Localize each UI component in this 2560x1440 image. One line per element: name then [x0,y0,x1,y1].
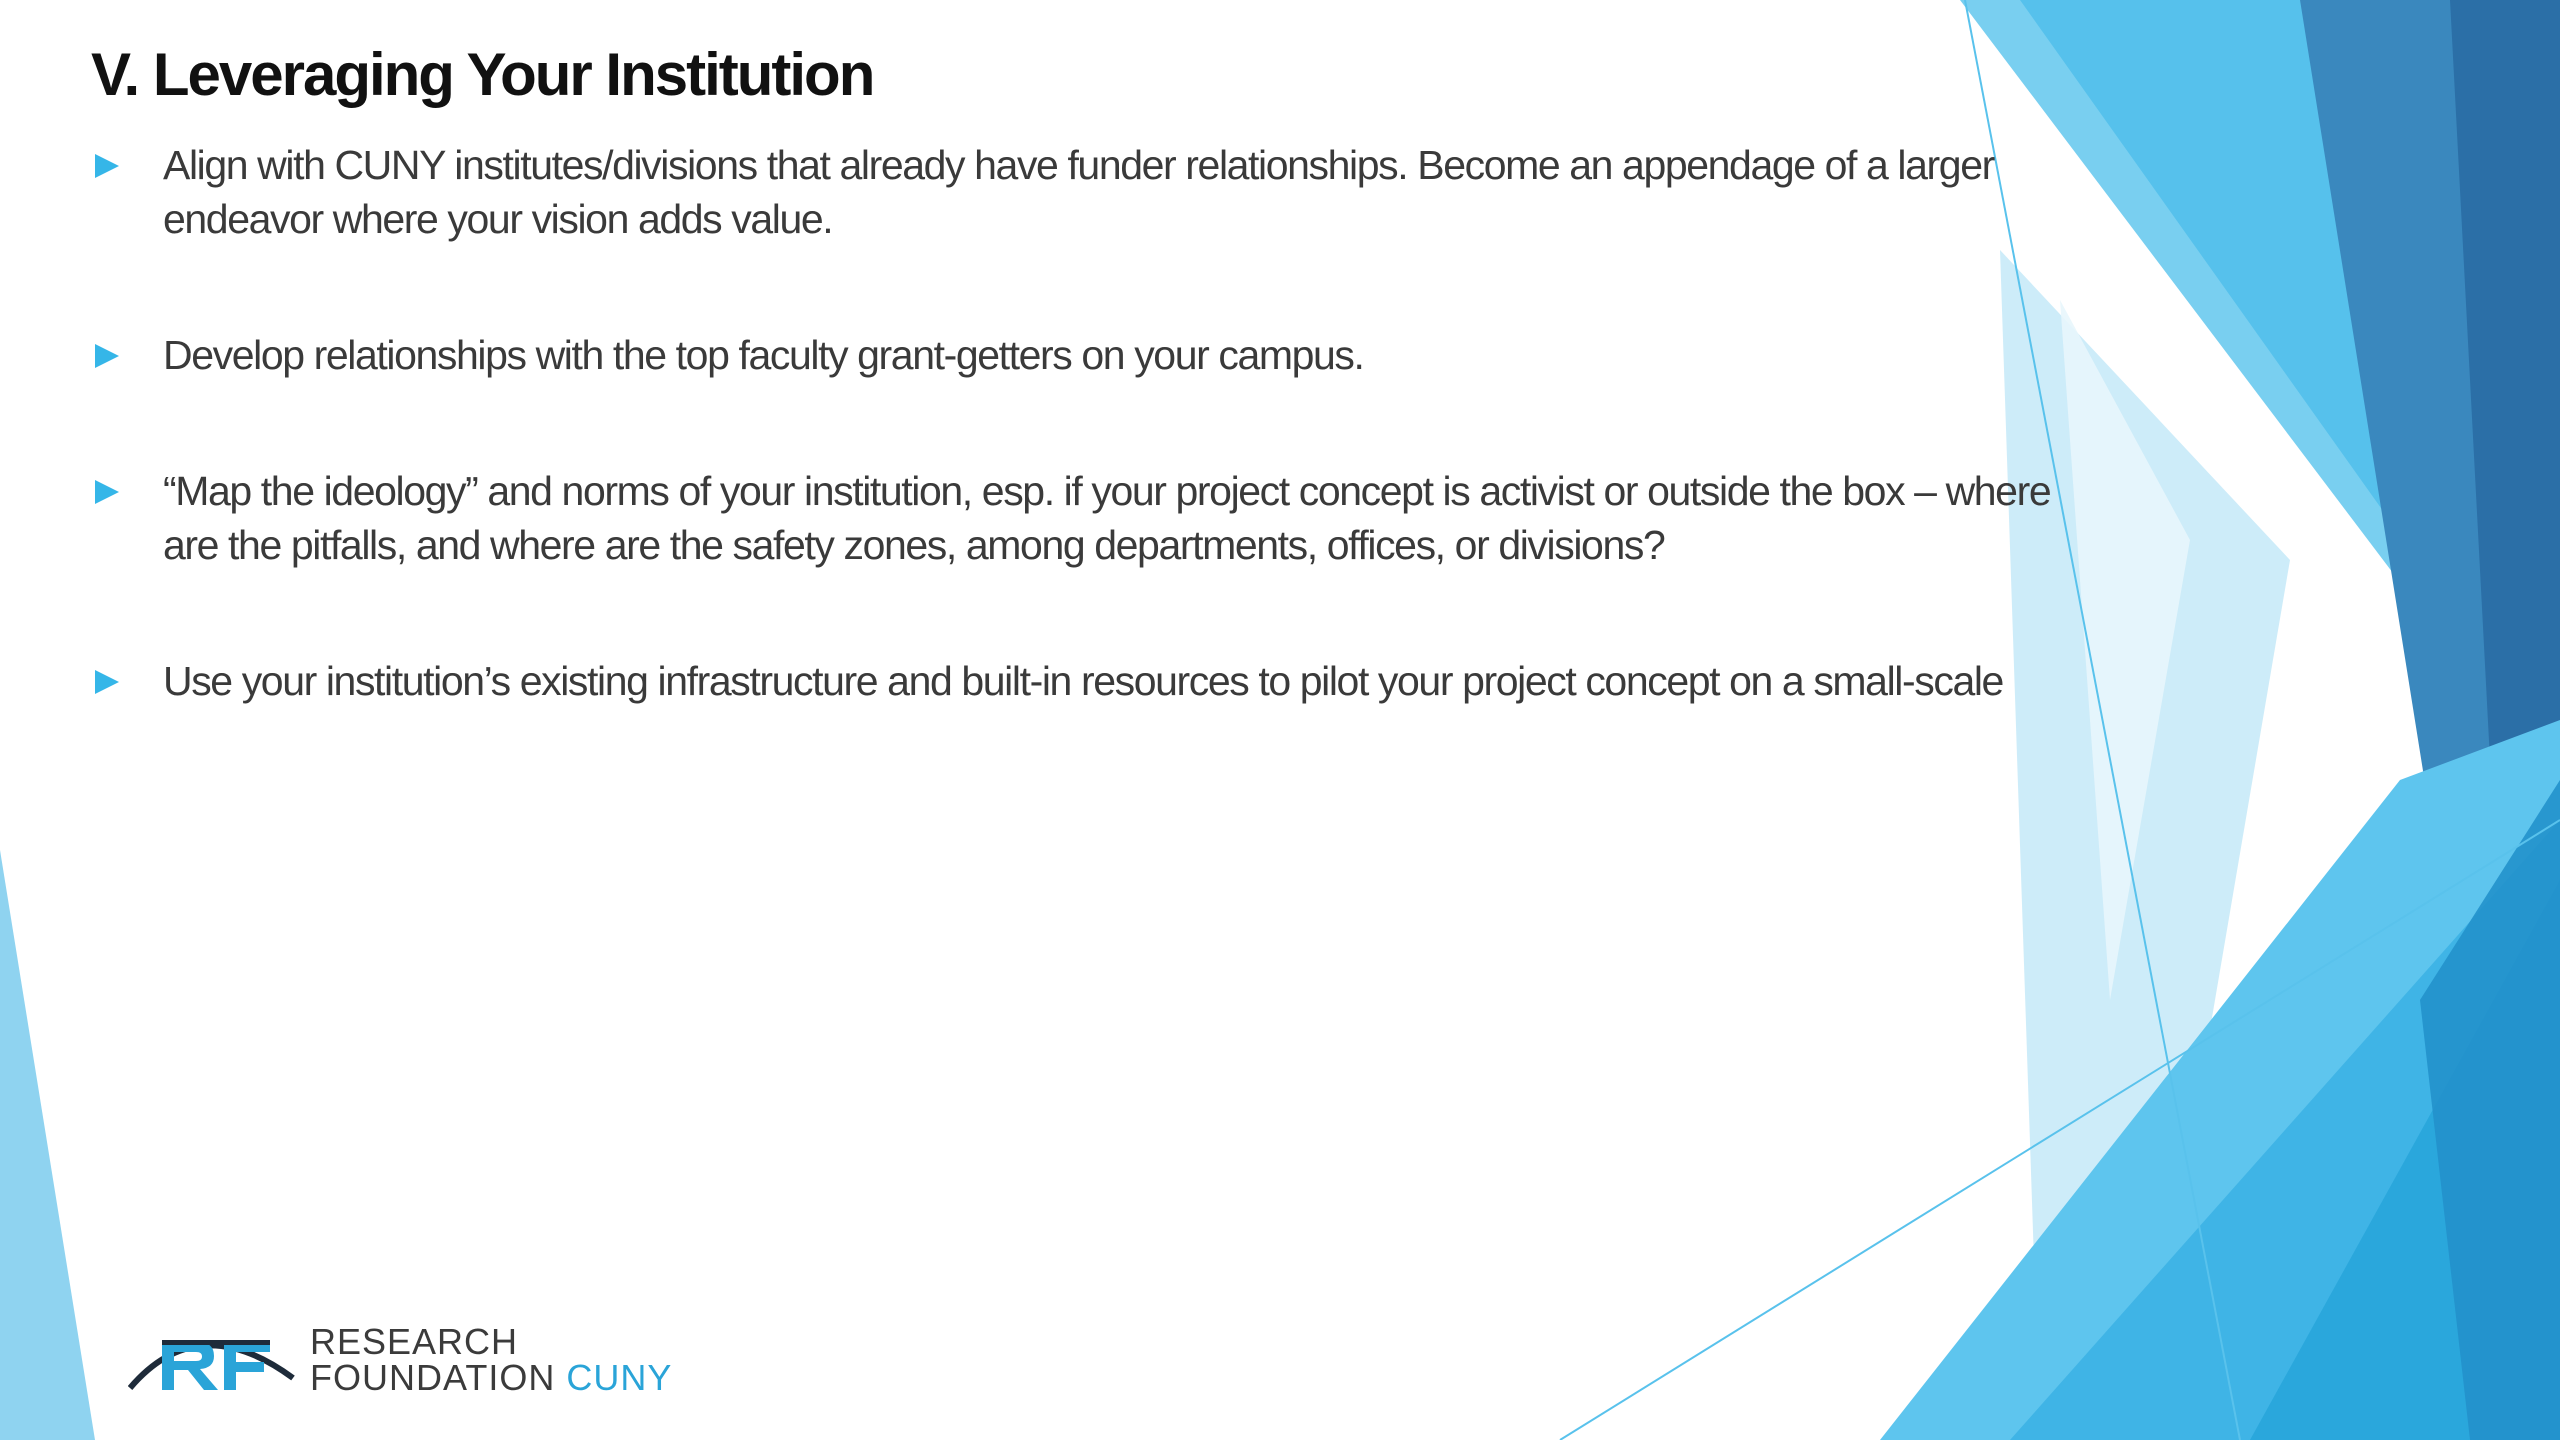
slide-title: V. Leveraging Your Institution [91,41,874,108]
triangle-right-icon [95,480,119,504]
logo-letter-f [224,1342,270,1390]
bullet-text: Use your institution’s existing infrastructure and built-in resources to pilot your project concept on a small-scale [163,658,2003,704]
logo-word-foundation: FOUNDATION [310,1357,556,1398]
bullet-text: Develop relationships with the top faculty grant-getters on your campus. [163,332,1364,378]
bullet-list [91,138,2071,708]
triangle-right-icon [95,154,119,178]
bullet-item [91,138,2071,246]
logo-letter-r [162,1342,218,1390]
logo-top-bar [162,1340,270,1345]
bullet-text: Align with CUNY institutes/divisions that already have funder relationships. Become an appendage of a larger endeavor where your vision adds value. [163,142,1994,242]
left-edge-shape [0,850,95,1440]
triangle-right-icon [95,670,119,694]
logo-line-research: RESEARCH [310,1321,519,1362]
research-foundation-logo [128,1318,688,1398]
rf-logo-mark [128,1318,298,1398]
bullet-text: “Map the ideology” and norms of your institution, esp. if your project concept is activist or outside the box – where are the pitfalls, and where are the safety zones, among departments, offices, or divisions? [163,468,2051,568]
logo-wordmark [310,1321,673,1398]
bullet-item [91,464,2071,572]
bullet-item [91,654,2071,708]
logo-line-foundation [310,1357,673,1398]
logo-word-cuny: CUNY [566,1357,673,1398]
bullet-item [91,328,2071,382]
triangle-right-icon [95,344,119,368]
